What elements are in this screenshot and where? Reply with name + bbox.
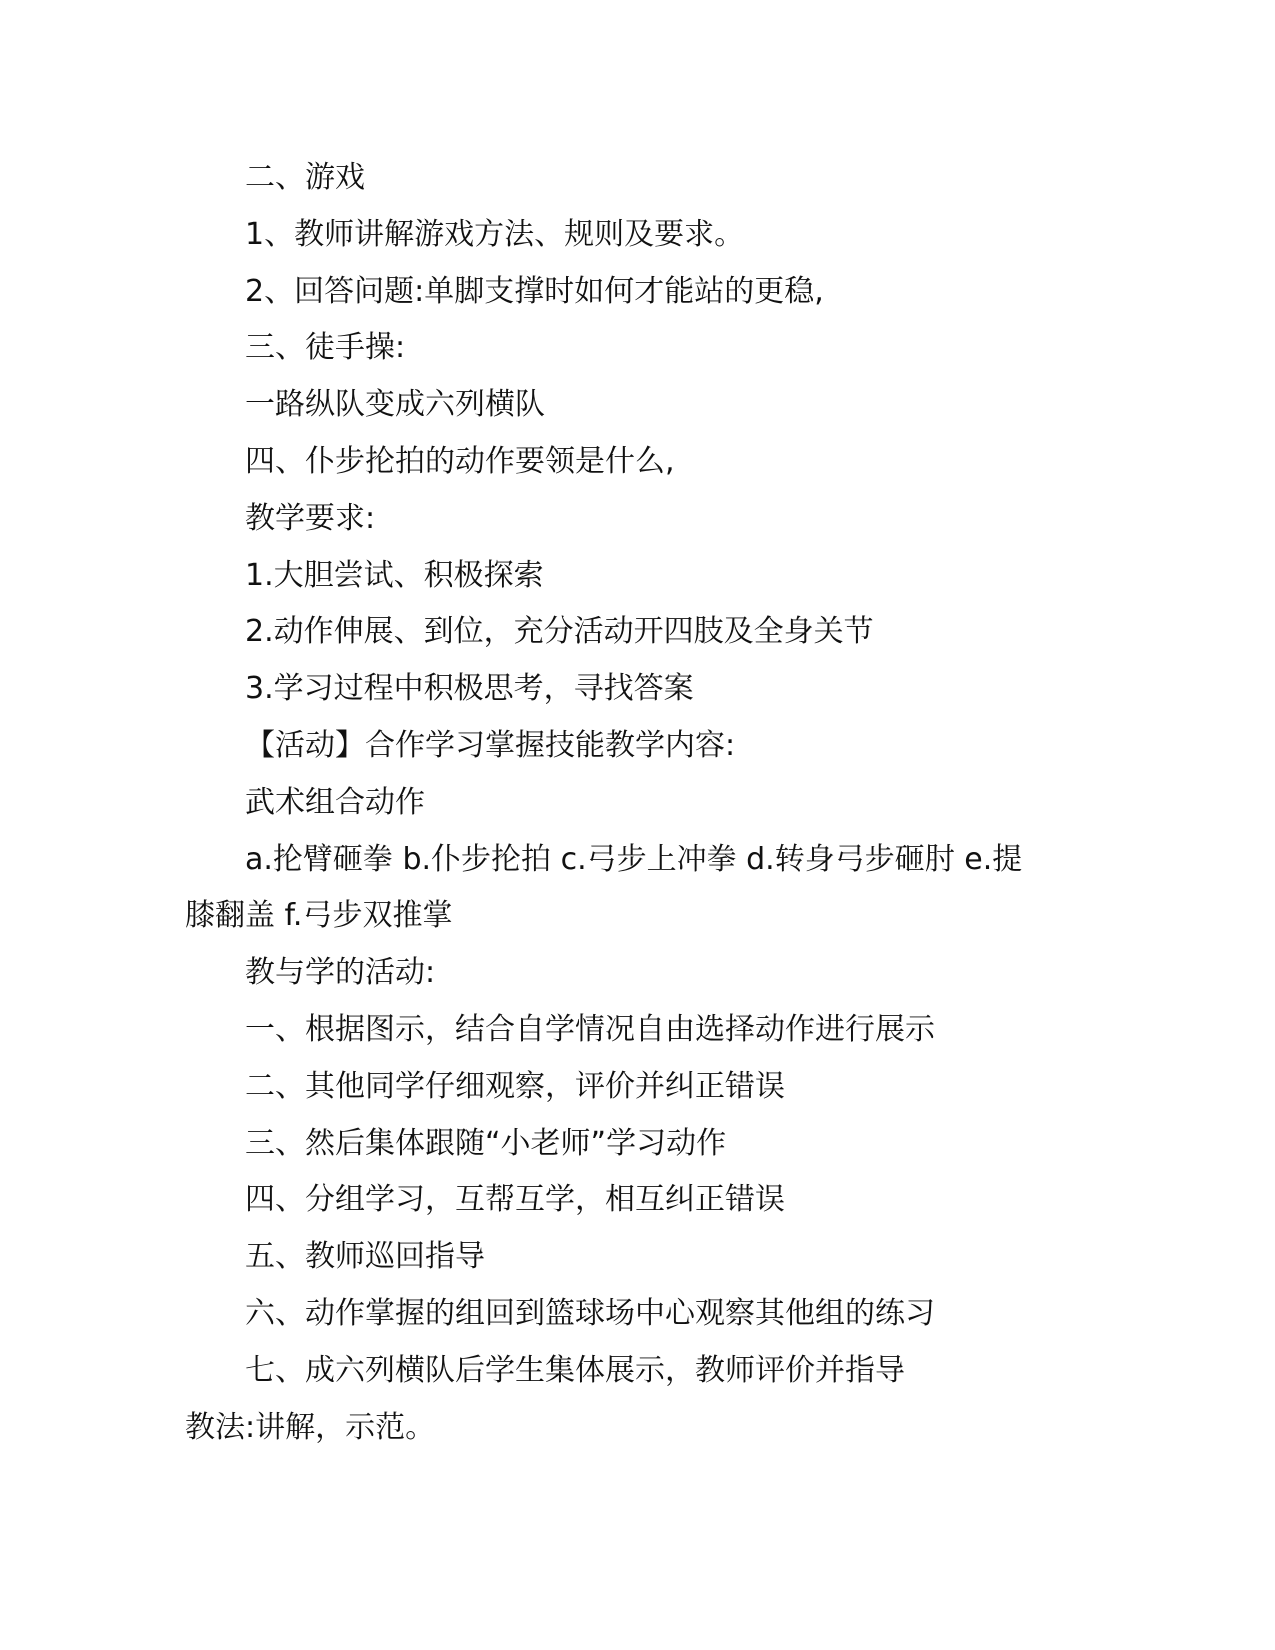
paragraph-game-step-2: 2、回答问题:单脚支撑时如何才能站的更稳, [245, 273, 824, 309]
paragraph-activity-step-5: 五、教师巡回指导 [245, 1239, 485, 1275]
paragraph-martial-arts: 武术组合动作 [245, 784, 425, 820]
paragraph-activity-step-3: 三、然后集体跟随“小老师”学习动作 [245, 1125, 727, 1161]
paragraph-activity-step-4: 四、分组学习，互帮互学，相互纠正错误 [245, 1182, 785, 1218]
paragraph-activity-step-2: 二、其他同学仔细观察，评价并纠正错误 [245, 1068, 785, 1104]
paragraph-activity-heading: 【活动】合作学习掌握技能教学内容: [245, 727, 736, 763]
paragraph-requirement-2: 2.动作伸展、到位，充分活动开四肢及全身关节 [245, 614, 874, 650]
paragraph-game-step-1: 1、教师讲解游戏方法、规则及要求。 [245, 216, 745, 252]
paragraph-game-heading: 二、游戏 [245, 160, 365, 195]
paragraph-activity-step-1: 一、根据图示，结合自学情况自由选择动作进行展示 [245, 1011, 935, 1047]
paragraph-action-list: a.抡臂砸拳 b.仆步抡拍 c.弓步上冲拳 d.转身弓步砸肘 e.提膝翻盖 f.弓步双推掌 [185, 841, 1023, 934]
paragraph-requirement-3: 3.学习过程中积极思考，寻找答案 [245, 671, 694, 707]
paragraph-teaching-activity-heading: 教与学的活动: [245, 955, 436, 991]
paragraph-freehand-heading: 三、徒手操: [245, 330, 406, 366]
body-text [185, 150, 1045, 1456]
paragraph-formation: 一路纵队变成六列横队 [245, 387, 545, 423]
paragraph-activity-step-6: 六、动作掌握的组回到篮球场中心观察其他组的练习 [245, 1295, 935, 1331]
paragraph-question: 四、仆步抡拍的动作要领是什么, [245, 443, 675, 479]
paragraph-requirements-heading: 教学要求: [245, 500, 376, 536]
paragraph-activity-step-7: 七、成六列横队后学生集体展示，教师评价并指导 [245, 1352, 905, 1388]
paragraph-teaching-method: 教法:讲解，示范。 [185, 1409, 436, 1445]
paragraph-requirement-1: 1.大胆尝试、积极探索 [245, 557, 544, 593]
